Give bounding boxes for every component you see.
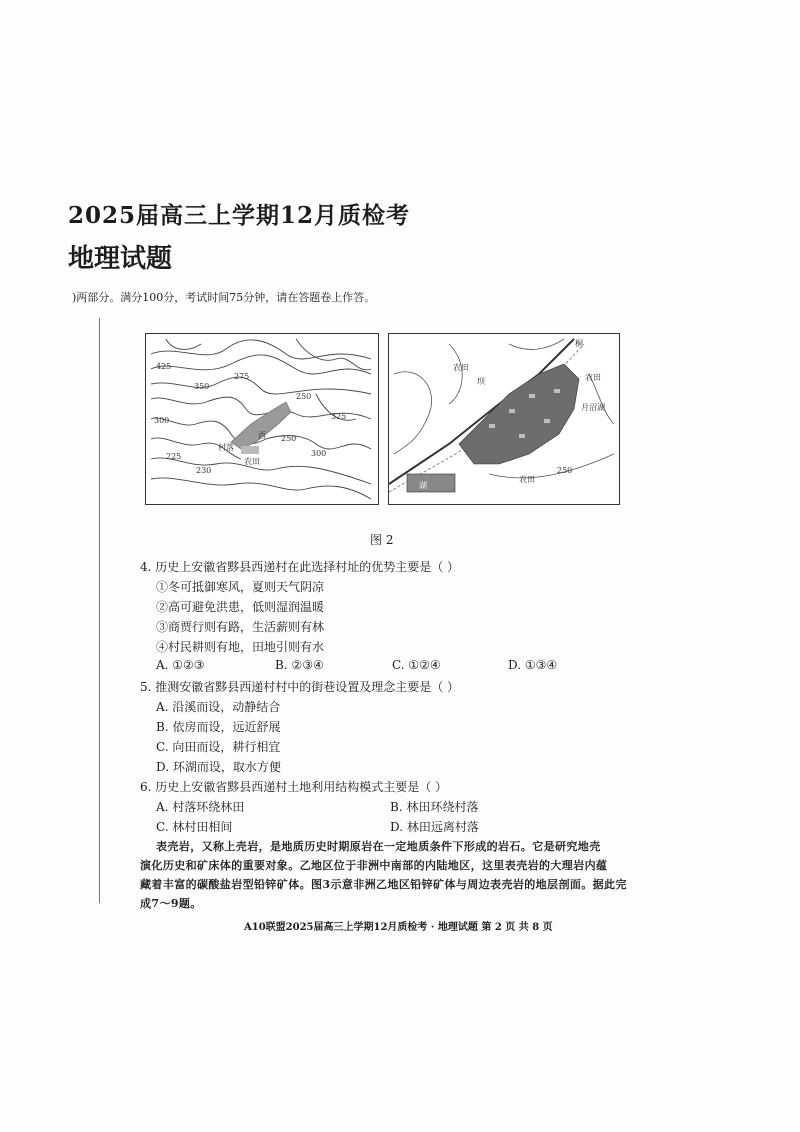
lake-label: 月沼湖 (581, 403, 605, 412)
question-5-option-d: D. 环湖而设，取水方便 (156, 760, 281, 774)
place-label: 坝 (477, 377, 485, 386)
question-4-option-d: D. ①③④ (508, 658, 558, 672)
question-4-statement: ④村民耕则有地，田地引则有水 (156, 640, 325, 654)
lake (407, 474, 455, 492)
question-4-option-b: B. ②③④ (275, 658, 324, 672)
place-label: 桐 (575, 339, 583, 348)
passage-line: 演化历史和矿床体的重要对象。乙地区位于非洲中南部的内陆地区，这里表壳岩的大理岩内蕴 (140, 859, 608, 872)
exam-instructions: )两部分。满分100分，考试时间75分钟，请在答题卷上作答。 (72, 291, 376, 304)
contour-label: 250 (296, 392, 312, 401)
place-label: 西 (258, 431, 266, 440)
farmland-label: 农田 (585, 373, 601, 382)
contour-label: 325 (331, 412, 347, 421)
question-4-stem: 4. 历史上安徽省黟县西递村在此选择村址的优势主要是（ ） (140, 560, 460, 574)
passage-line: 成7～9题。 (140, 897, 202, 910)
figure-caption: 图 2 (370, 533, 394, 547)
question-6-option-d: D. 林田远离村落 (390, 820, 479, 834)
contour-label: 250 (557, 466, 573, 475)
question-6-option-b: B. 林田环绕村落 (390, 800, 479, 814)
contour-label: 425 (156, 362, 172, 371)
farmland-label: 农田 (519, 475, 535, 484)
contour-label: 300 (311, 449, 327, 458)
exam-title: 2025届高三上学期12月质检考 (68, 202, 411, 229)
question-4-option-a: A. ①②③ (156, 658, 205, 672)
contour-label: 230 (196, 466, 212, 475)
village-map-right (388, 333, 620, 505)
question-4-statement: ③商贾行则有路，生活薪则有林 (156, 620, 325, 634)
question-5-stem: 5. 推测安徽省黟县西递村村中的街巷设置及理念主要是（ ） (140, 680, 460, 694)
contour-label: 225 (166, 452, 182, 461)
farmland-label: 农田 (244, 457, 260, 466)
contour-label: 300 (154, 416, 170, 425)
question-5-option-c: C. 向田而设，耕行相宜 (156, 740, 281, 754)
passage-line: 藏着丰富的碳酸盐岩型铅锌矿体。图3示意非洲乙地区铅锌矿体与周边表壳岩的地层剖面。据此完 (140, 878, 627, 891)
farmland-area (241, 446, 259, 454)
lake-label: 湖 (419, 481, 427, 490)
farmland-label: 农田 (453, 363, 469, 372)
question-6-stem: 6. 历史上安徽省黟县西递村土地利用结构模式主要是（ ） (140, 780, 448, 794)
contour-map-left (145, 333, 379, 505)
question-6-option-c: C. 林村田相间 (156, 820, 233, 834)
contour-label: 350 (194, 382, 210, 391)
question-5-option-a: A. 沿溪而设，动静结合 (156, 700, 281, 714)
question-5-option-b: B. 依房而设，远近舒展 (156, 720, 281, 734)
question-4-statement: ①冬可抵御寒风，夏则天气阴凉 (156, 580, 325, 594)
question-4-option-c: C. ①②④ (392, 658, 441, 672)
page-footer: A10联盟2025届高三上学期12月质检考 · 地理试题 第 2 页 共 8 页 (244, 922, 553, 933)
question-6-option-a: A. 村落环绕林田 (156, 800, 245, 814)
village-layout (389, 334, 619, 504)
contour-label: 275 (234, 372, 250, 381)
subject-title: 地理试题 (68, 244, 173, 274)
contour-label: 250 (281, 434, 297, 443)
margin-line (99, 318, 100, 903)
village-label: 村落 (218, 443, 234, 452)
question-4-statement: ②高可避免洪患，低则湿润温暖 (156, 600, 325, 614)
passage-line: 表壳岩，又称上壳岩，是地质历史时期原岩在一定地质条件下形成的岩石。它是研究地壳 (156, 840, 601, 853)
